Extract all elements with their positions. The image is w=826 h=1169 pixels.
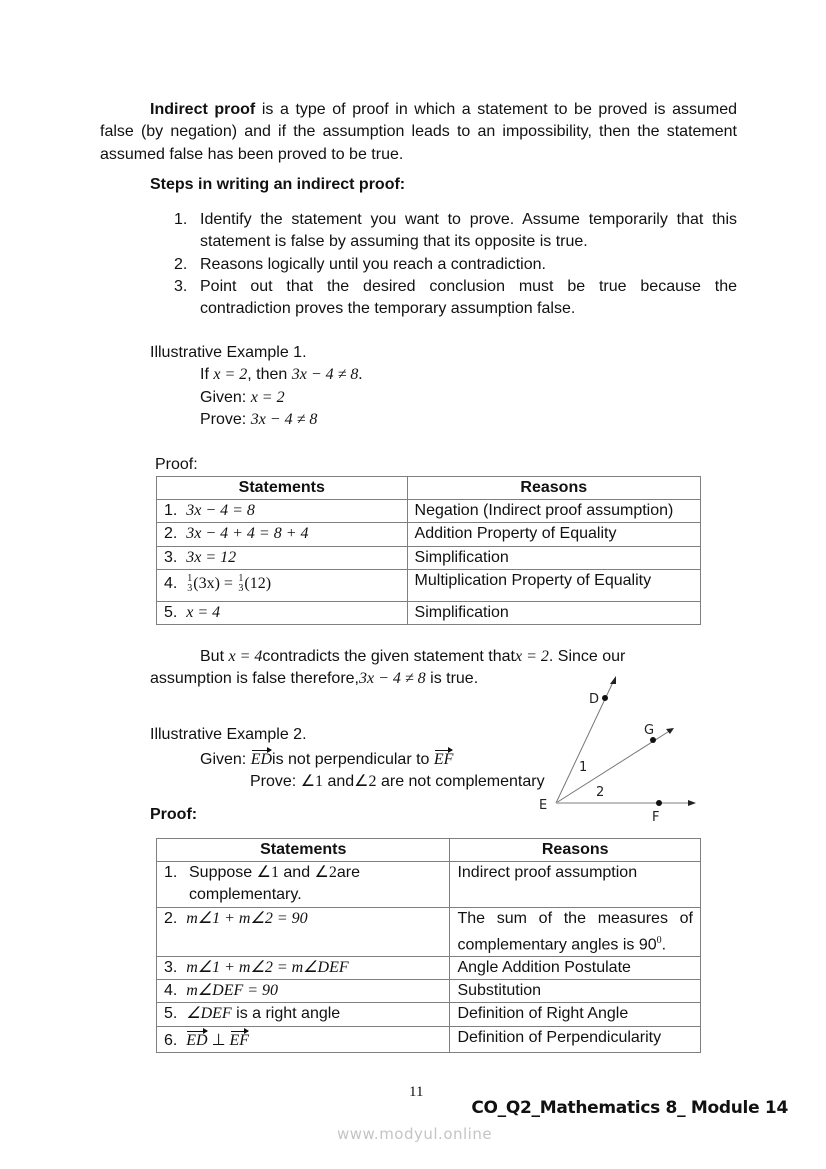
steps-list xyxy=(174,209,737,320)
example1-given: Given: x = 2 xyxy=(200,389,285,406)
example1-proof-label: Proof: xyxy=(155,456,198,473)
table-row: 5. x = 4 Simplification xyxy=(157,602,701,625)
table-row: 1. 3x − 4 = 8 Negation (Indirect proof assumption) xyxy=(157,500,701,523)
svg-text:2: 2 xyxy=(596,785,605,800)
ray-ed: ED xyxy=(251,749,272,771)
example1-proof-table xyxy=(156,476,701,625)
module-code: CO_Q2_Mathematics 8_ Module 14 xyxy=(471,1098,788,1118)
example2-proof-label: Proof: xyxy=(150,806,198,823)
column-header-statements: Statements xyxy=(157,839,450,862)
table-row: 2. m∠1 + m∠2 = 90 The sum of the measures of complementary angles is $90^0$. xyxy=(157,908,701,957)
example1-conclusion-line2: assumption is false therefore,3x − 4 ≠ 8 is true. xyxy=(150,670,479,687)
point-d-icon xyxy=(602,695,608,701)
point-f-icon xyxy=(656,800,662,806)
table-row: 3. 3x = 12 Simplification xyxy=(157,547,701,570)
table-header-row xyxy=(157,839,701,862)
table-row: 6. ED ⊥ EF Definition of Perpendicularity xyxy=(157,1027,701,1053)
example2-title: Illustrative Example 2. xyxy=(150,726,307,743)
table-row: 3. m∠1 + m∠2 = m∠DEF Angle Addition Postulate xyxy=(157,957,701,980)
example2-prove: Prove: ∠1 and∠2 are not complementary xyxy=(250,773,545,790)
step-item: 1. Identify the statement you want to prove. Assume temporarily that this statement is false by assuming that its opposite is true. xyxy=(174,211,737,251)
page-number: 11 xyxy=(409,1084,424,1100)
table-row: 5. ∠DEF is a right angle Definition of Right Angle xyxy=(157,1003,701,1027)
svg-text:F: F xyxy=(652,810,660,825)
table-row: 1. Suppose ∠1 and ∠2are complementary. Indirect proof assumption xyxy=(157,862,701,908)
watermark: www.modyul.online xyxy=(337,1125,493,1143)
svg-text:1: 1 xyxy=(579,760,588,775)
intro-term: Indirect proof xyxy=(150,101,256,118)
example1-prove: Prove: 3x − 4 ≠ 8 xyxy=(200,411,318,428)
example1-conclusion-line1: But x = 4contradicts the given statement thatx = 2. Since our xyxy=(200,648,626,665)
example2-proof-table xyxy=(156,838,701,1053)
svg-text:G: G xyxy=(644,723,655,738)
column-header-reasons: Reasons xyxy=(450,839,701,862)
table-header-row xyxy=(157,477,701,500)
arrow-f-icon xyxy=(688,800,696,806)
svg-text:E: E xyxy=(539,798,548,813)
table-row: 4. 1 3 (3x) = 1 3 (12) Multiplication Property of Equality xyxy=(157,570,701,602)
table-row: 4. m∠DEF = 90 Substitution xyxy=(157,980,701,1003)
example1-statement: If x = 2, then 3x − 4 ≠ 8. xyxy=(200,366,363,383)
steps-title: Steps in writing an indirect proof: xyxy=(150,176,406,193)
step-item: 3. Point out that the desired conclusion must be true because the contradiction proves the temporary assumption false. xyxy=(174,277,737,318)
intro-definition: is a type of proof in which a statement to be proved is assumed false (by negation) and if the assumption leads to an impossibility, then the statement assumed false has been proved to be true. xyxy=(100,101,738,163)
arrow-d-icon xyxy=(610,676,616,684)
column-header-statements: Statements xyxy=(157,477,408,500)
column-header-reasons: Reasons xyxy=(407,477,700,500)
intro-paragraph xyxy=(100,99,737,166)
example1-title: Illustrative Example 1. xyxy=(150,344,307,361)
example2-given: Given: EDis not perpendicular to EF xyxy=(200,749,453,771)
step-item: 2. Reasons logically until you reach a contradiction. xyxy=(174,255,546,273)
arrow-g-icon xyxy=(666,728,674,734)
angle-diagram xyxy=(530,670,710,830)
table-row: 2. 3x − 4 + 4 = 8 + 4 Addition Property of Equality xyxy=(157,523,701,547)
svg-text:D: D xyxy=(589,692,600,707)
ray-ef: EF xyxy=(434,749,454,771)
